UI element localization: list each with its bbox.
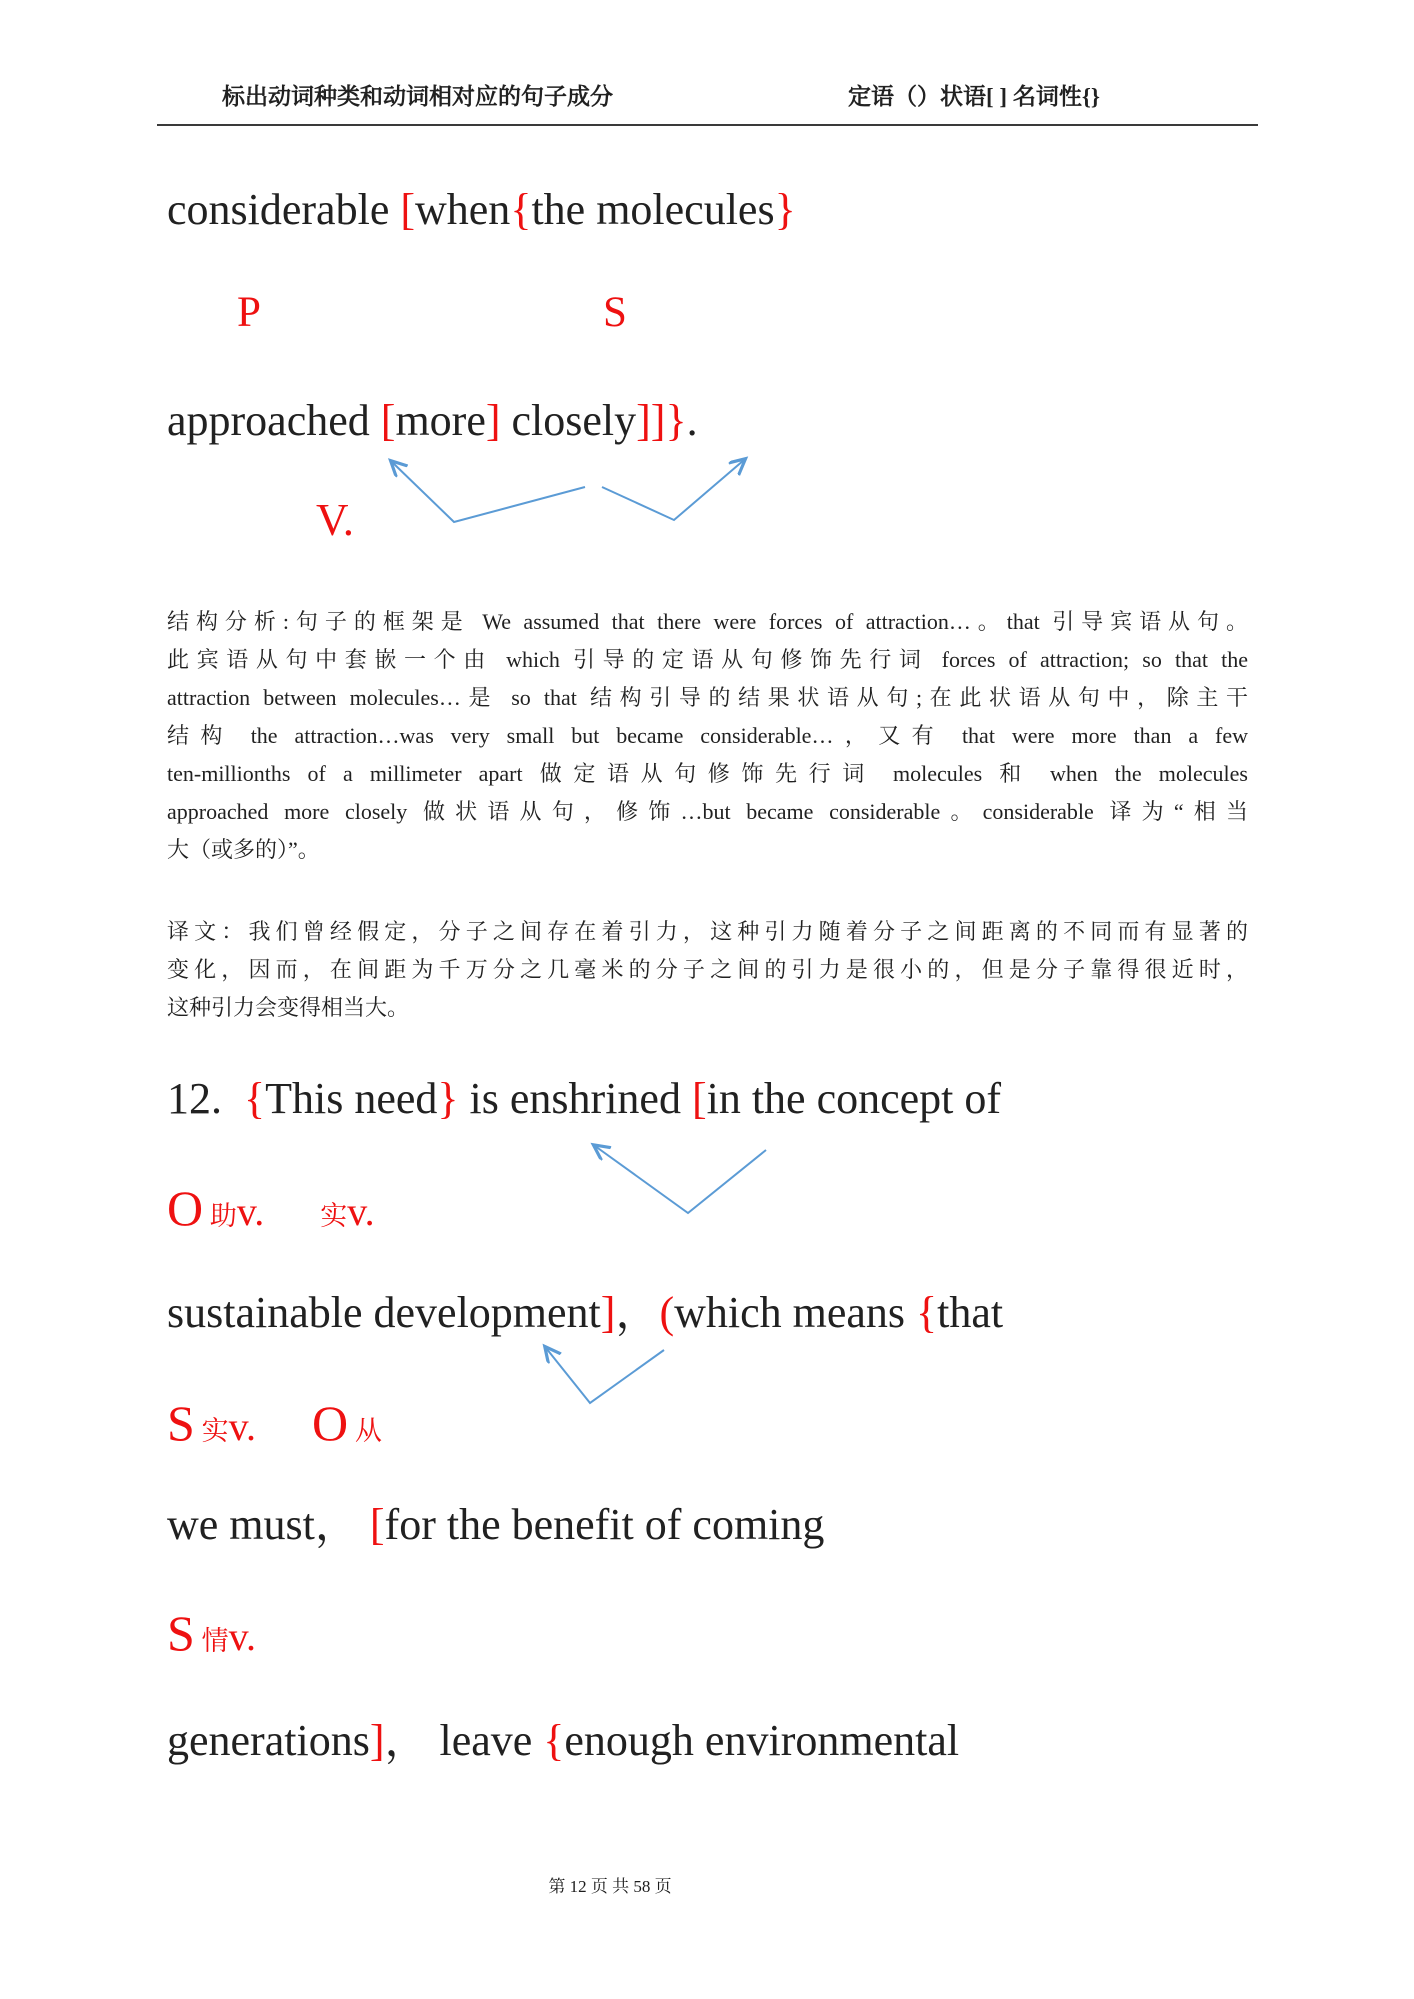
translation-paragraph bbox=[167, 913, 1248, 1027]
analysis-paragraph bbox=[167, 603, 1248, 869]
analysis-line: 此宾语从句中套嵌一个由 which 引导的定语从句修饰先行词 forces of attraction; so that the bbox=[167, 647, 1248, 672]
analysis-line: 大（或多的）”。 bbox=[167, 837, 320, 862]
grammar-label-s-o: S 实v. O 从 bbox=[167, 1395, 382, 1451]
page-footer: 第 12 页 共 58 页 bbox=[548, 1877, 672, 1896]
sentence-12-line-4: generations]， leave {enough environmental bbox=[167, 1716, 960, 1765]
sentence-12-line-2: sustainable development]，(which means {that bbox=[167, 1288, 1004, 1337]
analysis-line: attraction between molecules…是 so that 结构引导的结果状语从句;在此状语从句中，除主干 bbox=[167, 685, 1248, 710]
sentence-11-line-1: considerable [when{the molecules} bbox=[167, 185, 796, 234]
header-divider bbox=[157, 124, 1258, 126]
translation-line: 变化，因而，在间距为千万分之几毫米的分子之间的引力是很小的，但是分子靠得很近时， bbox=[167, 957, 1248, 982]
analysis-line: 结构 the attraction…was very small but became considerable…，又有 that were more than a few bbox=[167, 723, 1248, 748]
header-left-text: 标出动词种类和动词相对应的句子成分 bbox=[222, 84, 613, 109]
sentence-11-line-2: approached [more] closely]]}. bbox=[167, 396, 698, 445]
analysis-line: 结构分析:句子的框架是 We assumed that there were forces of attraction…。that 引导宾语从句。 bbox=[167, 609, 1248, 634]
grammar-label-v: V. bbox=[316, 495, 354, 545]
translation-line: 这种引力会变得相当大。 bbox=[167, 995, 410, 1020]
connector-arrow-enshrined bbox=[588, 1136, 773, 1220]
header-legend-text: 定语（）状语[ ] 名词性{} bbox=[848, 84, 1100, 109]
connector-arrow-development bbox=[538, 1340, 673, 1412]
sentence-12-line-3: we must， [for the benefit of coming bbox=[167, 1500, 825, 1549]
analysis-line: ten-millionths of a millimeter apart 做定语从句修饰先行词 molecules 和 when the molecules bbox=[167, 761, 1248, 786]
connector-arrow-verb-left bbox=[380, 452, 755, 534]
sentence-12-line-1: 12. {This need} is enshrined [in the concept of bbox=[167, 1074, 1002, 1123]
grammar-label-s-v: S 情v. bbox=[167, 1605, 256, 1661]
analysis-line: approached more closely 做状语从句，修饰…but became considerable。considerable 译为“相当 bbox=[167, 799, 1248, 824]
grammar-label-s: S bbox=[603, 289, 627, 336]
grammar-label-o-v: O 助v. 实v. bbox=[167, 1180, 375, 1236]
grammar-label-p: P bbox=[237, 289, 261, 336]
translation-line: 译文：我们曾经假定，分子之间存在着引力，这种引力随着分子之间距离的不同而有显著的 bbox=[167, 919, 1248, 944]
